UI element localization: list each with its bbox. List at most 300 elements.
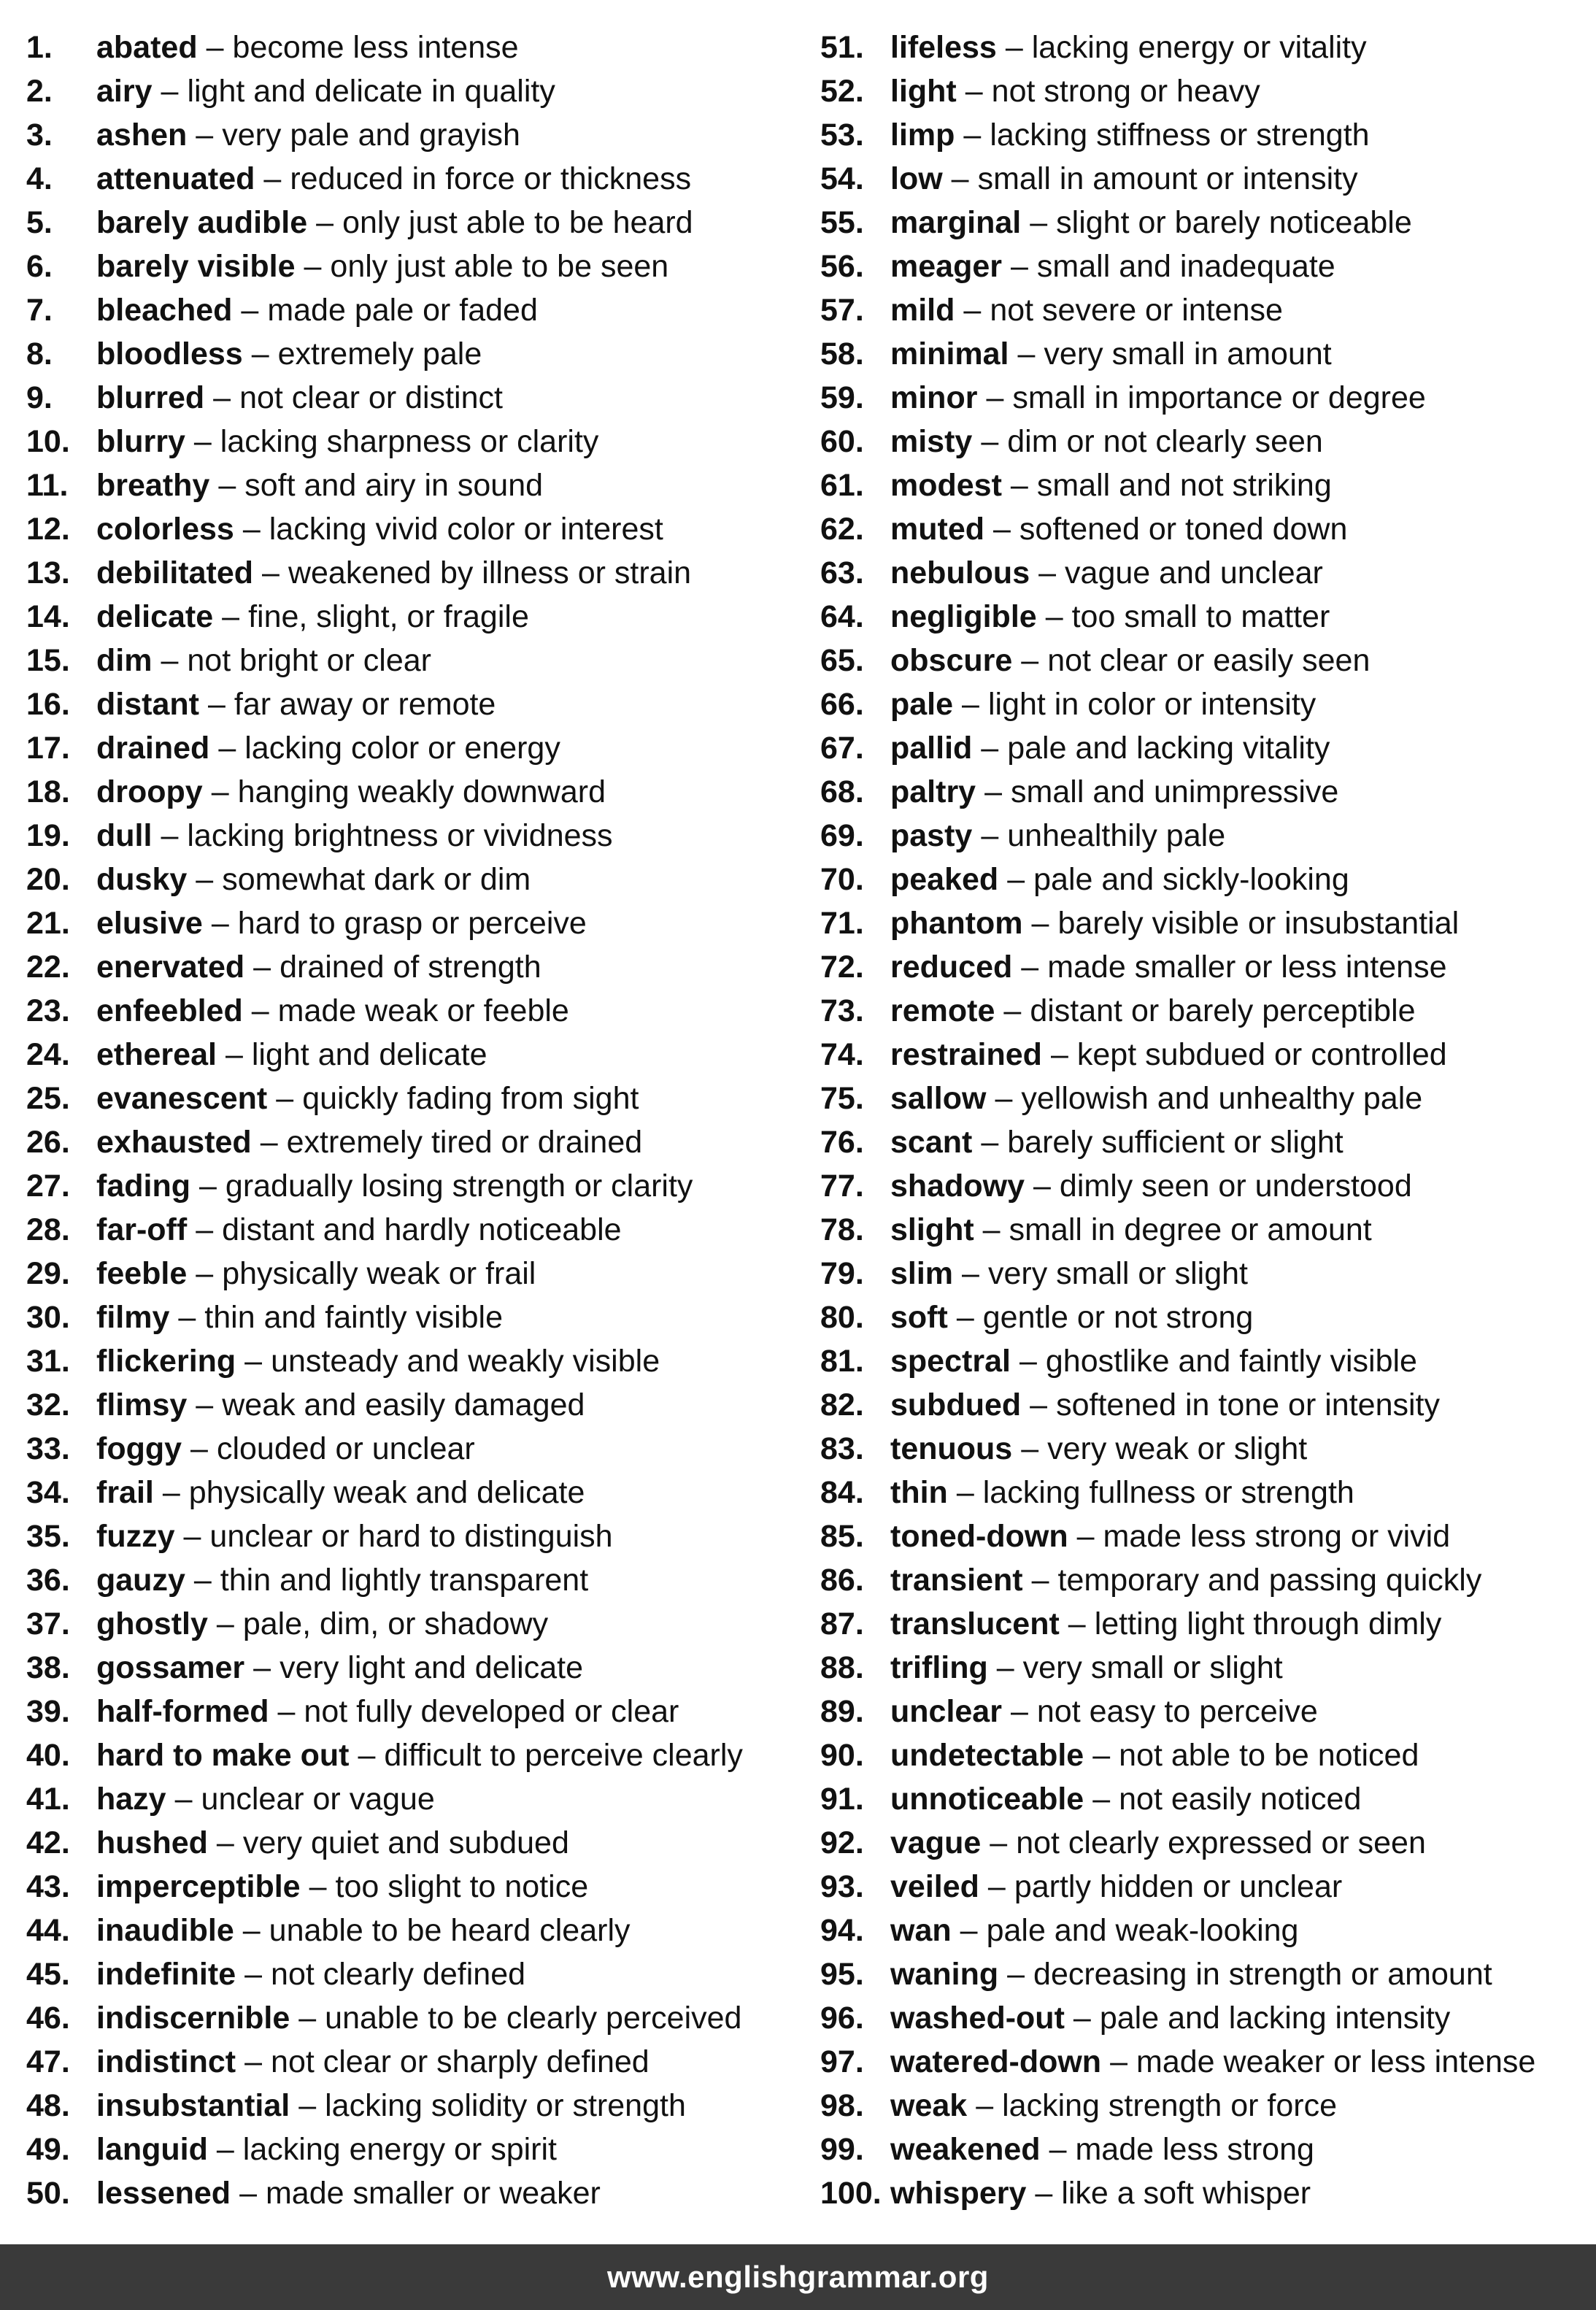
entry-definition: weak and easily damaged: [222, 1387, 585, 1422]
entry-word: hard to make out: [96, 1738, 350, 1773]
entry-number: 100.: [820, 2176, 882, 2211]
entry-word: languid: [96, 2132, 208, 2167]
entry-number: 73.: [820, 993, 864, 1028]
entry-word: exhausted: [96, 1125, 252, 1160]
entry-definition: barely visible or insubstantial: [1057, 906, 1460, 941]
entry-word: gauzy: [96, 1563, 185, 1598]
entry-number: 61.: [820, 468, 864, 503]
entry-word: dull: [96, 818, 153, 853]
entry-separator: –: [951, 161, 969, 196]
list-item: [820, 1208, 1587, 1252]
list-item: [820, 1077, 1587, 1120]
entry-number: 43.: [26, 1869, 70, 1904]
entry-word: drained: [96, 731, 210, 766]
entry-number: 8.: [26, 336, 53, 371]
list-item: [26, 551, 793, 595]
entry-number: 81.: [820, 1344, 864, 1379]
entry-number: 36.: [26, 1563, 70, 1598]
entry-separator: –: [218, 468, 236, 503]
entry-number: 88.: [820, 1650, 864, 1685]
entry-number: 25.: [26, 1081, 70, 1116]
entry-separator: –: [995, 1081, 1013, 1116]
entry-number: 93.: [820, 1869, 864, 1904]
entry-word: undetectable: [890, 1738, 1084, 1773]
entry-word: unnoticeable: [890, 1782, 1084, 1817]
entry-separator: –: [1005, 30, 1023, 65]
entry-word: flimsy: [96, 1387, 188, 1422]
entry-definition: clouded or unclear: [216, 1431, 475, 1466]
entry-definition: very small or slight: [987, 1256, 1248, 1291]
entry-definition: lacking sharpness or clarity: [220, 424, 599, 459]
list-item: [26, 814, 793, 858]
list-item: [26, 770, 793, 814]
entry-word: slim: [890, 1256, 954, 1291]
entry-number: 90.: [820, 1738, 864, 1773]
entry-word: obscure: [890, 643, 1013, 678]
list-item: [26, 726, 793, 770]
entry-definition: not bright or clear: [187, 643, 431, 678]
entry-word: ashen: [96, 118, 188, 153]
entry-definition: lacking vivid color or interest: [269, 512, 663, 547]
entry-definition: only just able to be heard: [342, 205, 693, 240]
list-item: [820, 2084, 1587, 2128]
entry-number: 54.: [820, 161, 864, 196]
entry-separator: –: [196, 1256, 214, 1291]
entry-definition: small in degree or amount: [1009, 1212, 1372, 1247]
entry-definition: temporary and passing quickly: [1057, 1563, 1482, 1598]
entry-word: bleached: [96, 293, 233, 328]
entry-separator: –: [963, 118, 982, 153]
entry-number: 72.: [820, 950, 864, 985]
entry-separator: –: [316, 205, 334, 240]
entry-number: 20.: [26, 862, 70, 897]
entry-number: 2.: [26, 74, 53, 109]
entry-word: lessened: [96, 2176, 231, 2211]
entry-separator: –: [993, 512, 1011, 547]
entry-number: 58.: [820, 336, 864, 371]
entry-word: unclear: [890, 1694, 1002, 1729]
entry-definition: very light and delicate: [280, 1650, 584, 1685]
entry-separator: –: [211, 774, 229, 809]
entry-separator: –: [196, 1212, 214, 1247]
entry-separator: –: [976, 2088, 994, 2123]
list-item: [26, 1602, 793, 1646]
entry-definition: pale and sickly-looking: [1033, 862, 1349, 897]
entry-separator: –: [960, 1913, 978, 1948]
entry-separator: –: [196, 862, 214, 897]
entry-definition: very quiet and subdued: [242, 1825, 569, 1860]
entry-number: 98.: [820, 2088, 864, 2123]
entry-separator: –: [198, 1169, 217, 1204]
list-item: [26, 288, 793, 332]
entry-separator: –: [277, 1694, 296, 1729]
list-item: [26, 1427, 793, 1471]
entry-word: droopy: [96, 774, 203, 809]
entry-separator: –: [358, 1738, 376, 1773]
list-item: [26, 1777, 793, 1821]
list-item: [820, 1252, 1587, 1295]
entry-number: 96.: [820, 2001, 864, 2036]
entry-definition: distant and hardly noticeable: [222, 1212, 622, 1247]
entry-word: imperceptible: [96, 1869, 301, 1904]
entry-number: 29.: [26, 1256, 70, 1291]
entry-definition: extremely tired or drained: [286, 1125, 643, 1160]
entry-number: 60.: [820, 424, 864, 459]
entry-word: indiscernible: [96, 2001, 290, 2036]
list-item: [26, 1252, 793, 1295]
entry-number: 75.: [820, 1081, 864, 1116]
list-item: [820, 989, 1587, 1033]
entry-number: 82.: [820, 1387, 864, 1422]
entry-number: 48.: [26, 2088, 70, 2123]
entry-separator: –: [1045, 599, 1063, 634]
entry-separator: –: [1007, 862, 1025, 897]
entry-definition: very pale and grayish: [222, 118, 520, 153]
list-item: [820, 639, 1587, 682]
list-item: [26, 1733, 793, 1777]
entry-word: lifeless: [890, 30, 997, 65]
list-item: [820, 858, 1587, 901]
entry-definition: made smaller or weaker: [265, 2176, 601, 2211]
entry-definition: physically weak and delicate: [188, 1475, 585, 1510]
entry-word: translucent: [890, 1606, 1060, 1641]
entry-definition: small in amount or intensity: [977, 161, 1358, 196]
entry-definition: yellowish and unhealthy pale: [1021, 1081, 1423, 1116]
list-item: [820, 1952, 1587, 1996]
entry-number: 94.: [820, 1913, 864, 1948]
entry-definition: small and unimpressive: [1011, 774, 1339, 809]
list-item: [26, 2171, 793, 2215]
entry-word: paltry: [890, 774, 976, 809]
entry-number: 55.: [820, 205, 864, 240]
entry-word: mild: [890, 293, 955, 328]
entry-word: waning: [890, 1957, 999, 1992]
entry-word: pale: [890, 687, 954, 722]
entry-separator: –: [1017, 336, 1036, 371]
entry-number: 64.: [820, 599, 864, 634]
entry-definition: unable to be heard clearly: [269, 1913, 631, 1948]
entry-number: 3.: [26, 118, 53, 153]
entry-number: 84.: [820, 1475, 864, 1510]
list-item: [26, 463, 793, 507]
entry-separator: –: [1030, 1387, 1048, 1422]
entry-definition: like a soft whisper: [1061, 2176, 1311, 2211]
entry-separator: –: [161, 74, 179, 109]
list-item: [26, 1952, 793, 1996]
entry-definition: drained of strength: [280, 950, 541, 985]
entry-separator: –: [216, 1606, 234, 1641]
entry-word: pasty: [890, 818, 973, 853]
entry-definition: lacking energy or spirit: [242, 2132, 557, 2167]
entry-definition: very small or slight: [1022, 1650, 1283, 1685]
entry-separator: –: [1010, 249, 1028, 284]
list-item: [820, 1777, 1587, 1821]
entry-word: indistinct: [96, 2044, 236, 2079]
entry-number: 32.: [26, 1387, 70, 1422]
entry-number: 10.: [26, 424, 70, 459]
list-item: [820, 1427, 1587, 1471]
entry-definition: kept subdued or controlled: [1076, 1037, 1447, 1072]
entry-definition: unsteady and weakly visible: [271, 1344, 660, 1379]
entry-definition: not fully developed or clear: [304, 1694, 679, 1729]
entry-separator: –: [984, 774, 1003, 809]
list-item: [820, 288, 1587, 332]
list-item: [820, 945, 1587, 989]
entry-number: 24.: [26, 1037, 70, 1072]
entry-separator: –: [241, 293, 259, 328]
entry-definition: made less strong: [1075, 2132, 1314, 2167]
entry-definition: not clear or sharply defined: [271, 2044, 649, 2079]
list-item: [820, 1602, 1587, 1646]
entry-word: limp: [890, 118, 955, 153]
list-item: [26, 2128, 793, 2171]
entry-separator: –: [193, 424, 212, 459]
entry-definition: lacking solidity or strength: [325, 2088, 686, 2123]
entry-definition: quickly fading from sight: [302, 1081, 639, 1116]
list-item: [820, 1383, 1587, 1427]
entry-definition: dimly seen or understood: [1059, 1169, 1412, 1204]
list-item: [26, 1514, 793, 1558]
list-item: [820, 595, 1587, 639]
list-item: [26, 1339, 793, 1383]
entry-separator: –: [253, 1650, 271, 1685]
entry-definition: only just able to be seen: [330, 249, 669, 284]
list-item: [26, 2040, 793, 2084]
footer-website-link[interactable]: www.englishgrammar.org: [607, 2260, 989, 2294]
entry-word: low: [890, 161, 943, 196]
entry-word: watered-down: [890, 2044, 1102, 2079]
entry-separator: –: [262, 555, 280, 590]
entry-word: light: [890, 74, 957, 109]
entry-number: 71.: [820, 906, 864, 941]
entry-definition: not able to be noticed: [1119, 1738, 1419, 1773]
footer-bar: [0, 2244, 1596, 2310]
list-item: [820, 2128, 1587, 2171]
entry-separator: –: [1035, 2176, 1053, 2211]
entry-word: toned-down: [890, 1519, 1068, 1554]
entry-separator: –: [1031, 906, 1049, 941]
entry-separator: –: [1092, 1782, 1111, 1817]
list-item: [820, 1164, 1587, 1208]
entry-definition: hanging weakly downward: [237, 774, 606, 809]
entry-number: 95.: [820, 1957, 864, 1992]
entry-separator: –: [987, 1869, 1006, 1904]
entry-definition: not strong or heavy: [991, 74, 1260, 109]
entry-separator: –: [174, 1782, 193, 1817]
entry-separator: –: [253, 950, 271, 985]
list-item: [26, 157, 793, 201]
entry-separator: –: [298, 2088, 317, 2123]
entry-word: muted: [890, 512, 984, 547]
entry-number: 6.: [26, 249, 53, 284]
list-item: [820, 1646, 1587, 1690]
entry-word: feeble: [96, 1256, 188, 1291]
list-item: [820, 1295, 1587, 1339]
entry-word: trifling: [890, 1650, 988, 1685]
entry-definition: barely sufficient or slight: [1007, 1125, 1344, 1160]
entry-word: weak: [890, 2088, 968, 2123]
entry-definition: light and delicate in quality: [187, 74, 555, 109]
entry-word: weakened: [890, 2132, 1041, 2167]
list-item: [26, 1164, 793, 1208]
list-item: [820, 157, 1587, 201]
entry-definition: unclear or vague: [201, 1782, 435, 1817]
entry-word: dusky: [96, 862, 188, 897]
entry-definition: unable to be clearly perceived: [325, 2001, 742, 2036]
entry-definition: not clear or distinct: [239, 380, 503, 415]
entry-definition: decreasing in strength or amount: [1033, 1957, 1492, 1992]
list-item: [820, 1996, 1587, 2040]
entry-definition: physically weak or frail: [222, 1256, 536, 1291]
entry-separator: –: [1110, 2044, 1127, 2079]
entry-number: 49.: [26, 2132, 70, 2167]
entry-separator: –: [206, 30, 224, 65]
list-item: [26, 1033, 793, 1077]
entry-word: marginal: [890, 205, 1022, 240]
entry-separator: –: [981, 1125, 999, 1160]
entry-word: colorless: [96, 512, 234, 547]
entry-word: minor: [890, 380, 978, 415]
entry-separator: –: [196, 1387, 214, 1422]
entry-word: spectral: [890, 1344, 1011, 1379]
entry-definition: small in importance or degree: [1012, 380, 1426, 415]
entry-definition: very small in amount: [1044, 336, 1332, 371]
list-item: [820, 2040, 1587, 2084]
entry-number: 83.: [820, 1431, 864, 1466]
entry-word: gossamer: [96, 1650, 245, 1685]
entry-word: half-formed: [96, 1694, 269, 1729]
entry-number: 16.: [26, 687, 70, 722]
entry-number: 39.: [26, 1694, 70, 1729]
entry-number: 69.: [820, 818, 864, 853]
entry-number: 67.: [820, 731, 864, 766]
entry-word: soft: [890, 1300, 948, 1335]
list-item: [820, 507, 1587, 551]
entry-number: 44.: [26, 1913, 70, 1948]
entry-separator: –: [304, 249, 322, 284]
entry-number: 7.: [26, 293, 53, 328]
entry-number: 80.: [820, 1300, 864, 1335]
entry-separator: –: [239, 2176, 257, 2211]
entry-definition: small and inadequate: [1036, 249, 1335, 284]
list-item: [26, 2084, 793, 2128]
entry-number: 37.: [26, 1606, 70, 1641]
entry-definition: letting light through dimly: [1094, 1606, 1442, 1641]
entry-number: 19.: [26, 818, 70, 853]
entry-separator: –: [1007, 1957, 1025, 1992]
entry-word: nebulous: [890, 555, 1030, 590]
entry-word: barely audible: [96, 205, 308, 240]
entry-separator: –: [216, 2132, 234, 2167]
entry-definition: soft and airy in sound: [244, 468, 544, 503]
entry-number: 45.: [26, 1957, 70, 1992]
list-item: [820, 901, 1587, 945]
entry-word: blurred: [96, 380, 205, 415]
entry-word: far-off: [96, 1212, 188, 1247]
entry-number: 99.: [820, 2132, 864, 2167]
entry-word: modest: [890, 468, 1002, 503]
entry-word: misty: [890, 424, 973, 459]
entry-number: 92.: [820, 1825, 864, 1860]
entry-definition: softened or toned down: [1019, 512, 1348, 547]
entry-definition: made weak or feeble: [277, 993, 569, 1028]
entry-number: 89.: [820, 1694, 864, 1729]
entry-definition: pale, dim, or shadowy: [242, 1606, 549, 1641]
entry-definition: somewhat dark or dim: [222, 862, 531, 897]
entry-separator: –: [1049, 2132, 1067, 2167]
entry-word: delicate: [96, 599, 214, 634]
entry-number: 87.: [820, 1606, 864, 1641]
list-item: [820, 682, 1587, 726]
entry-word: enervated: [96, 950, 245, 985]
entry-separator: –: [1010, 1694, 1028, 1729]
entry-number: 53.: [820, 118, 864, 153]
entry-separator: –: [1003, 993, 1022, 1028]
entry-word: wan: [890, 1913, 952, 1948]
entry-definition: not clearly expressed or seen: [1016, 1825, 1426, 1860]
list-item: [26, 113, 793, 157]
entry-definition: slight or barely noticeable: [1056, 205, 1412, 240]
list-item: [820, 1471, 1587, 1514]
entry-word: barely visible: [96, 249, 296, 284]
list-item: [26, 1996, 793, 2040]
entry-word: attenuated: [96, 161, 255, 196]
entry-word: airy: [96, 74, 153, 109]
entry-separator: –: [1076, 1519, 1095, 1554]
entry-separator: –: [956, 1300, 974, 1335]
entry-word: blurry: [96, 424, 185, 459]
entry-separator: –: [1031, 1563, 1049, 1598]
entry-separator: –: [216, 1825, 234, 1860]
entry-number: 21.: [26, 906, 70, 941]
entry-word: dim: [96, 643, 153, 678]
list-item: [26, 26, 793, 69]
entry-separator: –: [986, 380, 1004, 415]
entry-number: 76.: [820, 1125, 864, 1160]
entry-number: 91.: [820, 1782, 864, 1817]
entry-definition: made smaller or less intense: [1047, 950, 1447, 985]
entry-number: 4.: [26, 161, 53, 196]
entry-number: 68.: [820, 774, 864, 809]
entry-number: 66.: [820, 687, 864, 722]
entry-separator: –: [1019, 1344, 1037, 1379]
entry-definition: made pale or faded: [267, 293, 538, 328]
list-item: [26, 989, 793, 1033]
entry-word: shadowy: [890, 1169, 1025, 1204]
entry-number: 17.: [26, 731, 70, 766]
entry-word: tenuous: [890, 1431, 1013, 1466]
entry-number: 42.: [26, 1825, 70, 1860]
entry-separator: –: [1033, 1169, 1051, 1204]
entry-separator: –: [981, 731, 999, 766]
list-item: [26, 1295, 793, 1339]
entry-separator: –: [244, 2044, 263, 2079]
entry-definition: lacking strength or force: [1002, 2088, 1338, 2123]
list-item: [820, 1033, 1587, 1077]
list-item: [820, 201, 1587, 245]
list-item: [820, 245, 1587, 288]
entry-word: evanescent: [96, 1081, 268, 1116]
entry-separator: –: [298, 2001, 317, 2036]
list-item: [820, 1690, 1587, 1733]
entry-definition: thin and lightly transparent: [220, 1563, 589, 1598]
entry-separator: –: [244, 1957, 263, 1992]
entry-separator: –: [956, 1475, 974, 1510]
entry-separator: –: [1021, 643, 1039, 678]
entry-word: frail: [96, 1475, 154, 1510]
entry-definition: gradually losing strength or clarity: [225, 1169, 693, 1204]
entry-number: 97.: [820, 2044, 864, 2079]
